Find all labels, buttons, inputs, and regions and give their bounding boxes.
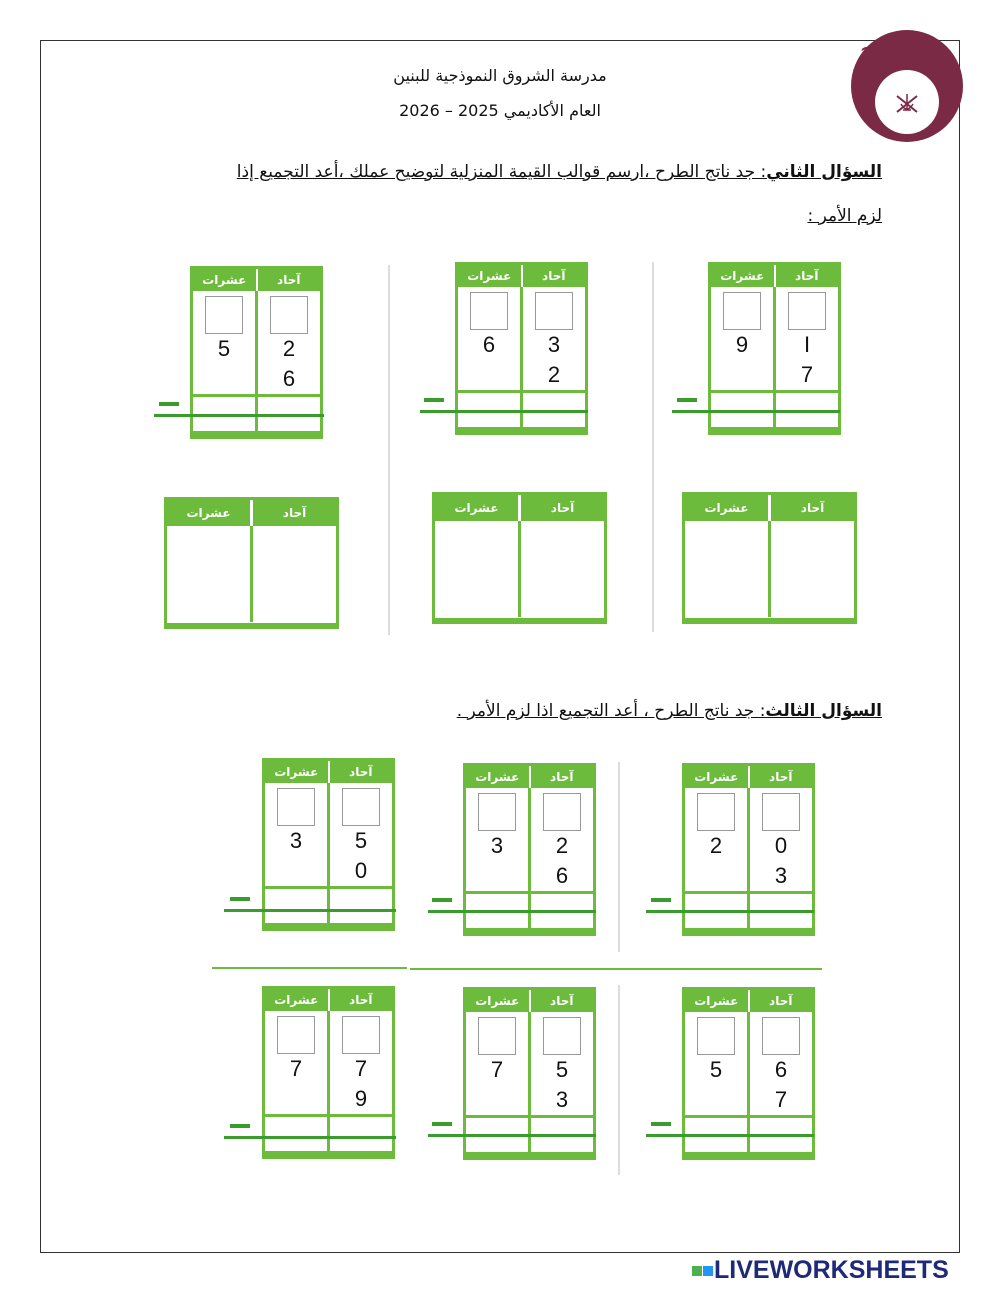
answer-row (711, 390, 838, 427)
tens-header: عشرات (466, 990, 531, 1012)
logo-square-icon (703, 1266, 713, 1276)
ones-bottom-digit: 3 (774, 863, 788, 888)
draw-area-tens[interactable] (167, 526, 253, 622)
ones-header: آحاد (550, 501, 575, 515)
ones-top-digit: I (803, 332, 811, 357)
row-separator (410, 968, 822, 970)
tens-header: عشرات (466, 766, 531, 788)
school-name: مدرسة الشروق النموذجية للبنين (393, 66, 607, 85)
answer-row (265, 886, 392, 923)
ones-header: آحاد (550, 994, 574, 1008)
answer-row (193, 394, 320, 431)
row-separator (212, 967, 407, 969)
regroup-box-ones[interactable] (270, 296, 308, 334)
regroup-box-tens[interactable] (277, 788, 315, 826)
ones-header: آحاد (282, 506, 307, 520)
question-2-title: السؤال الثاني (766, 162, 882, 182)
emblem-icon (893, 90, 921, 118)
regroup-box-ones[interactable] (543, 1017, 581, 1055)
answer-ones[interactable] (330, 1117, 392, 1151)
draw-area-tens[interactable] (435, 521, 521, 617)
ones-header: آحاد (550, 770, 574, 784)
ones-bottom-digit: 6 (282, 366, 296, 391)
ones-bottom-digit: 7 (774, 1087, 788, 1112)
regroup-box-ones[interactable] (762, 793, 800, 831)
minus-sign (230, 897, 250, 901)
tens-digit: 9 (735, 332, 749, 357)
regroup-box-ones[interactable] (543, 793, 581, 831)
question-2-line-2: لزم الأمر : (807, 206, 882, 226)
minus-sign (651, 898, 671, 902)
minus-sign (230, 1124, 250, 1128)
regroup-box-tens[interactable] (205, 296, 243, 334)
column-divider (388, 265, 390, 635)
tens-digit: 7 (289, 1056, 303, 1081)
regroup-box-tens[interactable] (697, 793, 735, 831)
answer-tens[interactable] (265, 889, 330, 923)
ones-bottom-digit: 9 (354, 1086, 368, 1111)
answer-row (458, 390, 585, 427)
tens-header: عشرات (685, 495, 771, 521)
minus-sign (424, 398, 444, 402)
ones-header: آحاد (349, 765, 373, 779)
ones-top-digit: 6 (774, 1057, 788, 1082)
tens-header: عشرات (435, 495, 521, 521)
regroup-box-ones[interactable] (342, 788, 380, 826)
question-3-text: : جد ناتج الطرح ، أعد التجميع اذا لزم الأمر . (456, 701, 766, 721)
regroup-box-tens[interactable] (470, 292, 508, 330)
subtraction-line (428, 1134, 596, 1137)
ones-top-digit: 3 (547, 332, 561, 357)
ones-header: آحاد (349, 993, 373, 1007)
ones-bottom-digit: 0 (354, 858, 368, 883)
ones-header: آحاد (277, 273, 301, 287)
draw-area-ones[interactable] (253, 526, 336, 622)
question-3-title: السؤال الثالث (765, 701, 882, 721)
empty-place-value-chart (682, 492, 857, 624)
subtraction-line (646, 1134, 814, 1137)
ones-top-digit: 5 (354, 828, 368, 853)
regroup-box-ones[interactable] (535, 292, 573, 330)
tens-header: عشرات (711, 265, 776, 287)
regroup-box-ones[interactable] (762, 1017, 800, 1055)
regroup-box-tens[interactable] (478, 1017, 516, 1055)
ones-top-digit: 5 (555, 1057, 569, 1082)
regroup-box-ones[interactable] (342, 1016, 380, 1054)
answer-tens[interactable] (265, 1117, 330, 1151)
empty-place-value-chart (164, 497, 339, 629)
tens-digit: 2 (709, 833, 723, 858)
ones-header: آحاد (795, 269, 819, 283)
subtraction-line (154, 414, 324, 417)
minus-sign (432, 898, 452, 902)
subtraction-line (428, 910, 596, 913)
regroup-box-ones[interactable] (788, 292, 826, 330)
tens-header: عشرات (685, 766, 750, 788)
column-divider (652, 262, 654, 632)
tens-header: عشرات (685, 990, 750, 1012)
ones-bottom-digit: 6 (555, 863, 569, 888)
subtraction-line (646, 910, 814, 913)
regroup-box-tens[interactable] (478, 793, 516, 831)
ones-bottom-digit: 2 (547, 362, 561, 387)
ones-header: آحاد (769, 770, 793, 784)
tens-digit: 6 (482, 332, 496, 357)
subtraction-line (672, 410, 840, 413)
minus-sign (432, 1122, 452, 1126)
place-value-chart (262, 758, 395, 931)
ones-bottom-digit: 7 (800, 362, 814, 387)
tens-header: عشرات (167, 500, 253, 526)
ones-top-digit: 2 (555, 833, 569, 858)
regroup-box-tens[interactable] (277, 1016, 315, 1054)
tens-digit: 5 (709, 1057, 723, 1082)
draw-area-ones[interactable] (521, 521, 604, 617)
minus-sign (677, 398, 697, 402)
tens-header: عشرات (265, 989, 330, 1011)
tens-digit: 3 (490, 833, 504, 858)
empty-place-value-chart (432, 492, 607, 624)
watermark-text: LIVEWORKSHEETS (714, 1256, 949, 1284)
ones-header: آحاد (769, 994, 793, 1008)
qatar-emblem-logo: ~~~~ (851, 30, 963, 142)
ones-header: آحاد (800, 501, 825, 515)
column-divider (618, 985, 620, 1175)
question-2-text: : جد ناتج الطرح ،ارسم قوالب القيمة المنزلية لتوضيح عملك ،أعد التجميع إذا (236, 162, 767, 182)
subtraction-line (224, 1136, 396, 1139)
ones-top-digit: 7 (354, 1056, 368, 1081)
column-divider (618, 762, 620, 952)
tens-header: عشرات (193, 269, 258, 291)
tens-header: عشرات (458, 265, 523, 287)
ones-top-digit: 2 (282, 336, 296, 361)
place-value-chart (262, 986, 395, 1159)
subtraction-line (420, 410, 588, 413)
question-2-line-1 (122, 162, 882, 182)
ones-top-digit: 0 (774, 833, 788, 858)
ones-bottom-digit: 3 (555, 1087, 569, 1112)
tens-digit: 7 (490, 1057, 504, 1082)
logo-square-icon (692, 1266, 702, 1276)
minus-sign (651, 1122, 671, 1126)
regroup-box-tens[interactable] (697, 1017, 735, 1055)
subtraction-line (224, 909, 396, 912)
question-3-line (282, 701, 882, 721)
draw-area-ones[interactable] (771, 521, 854, 617)
liveworksheets-watermark (692, 1256, 949, 1285)
tens-digit: 3 (289, 828, 303, 853)
regroup-box-tens[interactable] (723, 292, 761, 330)
tens-digit: 5 (217, 336, 231, 361)
tens-header: عشرات (265, 761, 330, 783)
draw-area-tens[interactable] (685, 521, 771, 617)
answer-ones[interactable] (330, 889, 392, 923)
academic-year: العام الأكاديمي 2025 – 2026 (399, 101, 601, 120)
minus-sign (159, 402, 179, 406)
ones-header: آحاد (542, 269, 566, 283)
answer-row (265, 1114, 392, 1151)
